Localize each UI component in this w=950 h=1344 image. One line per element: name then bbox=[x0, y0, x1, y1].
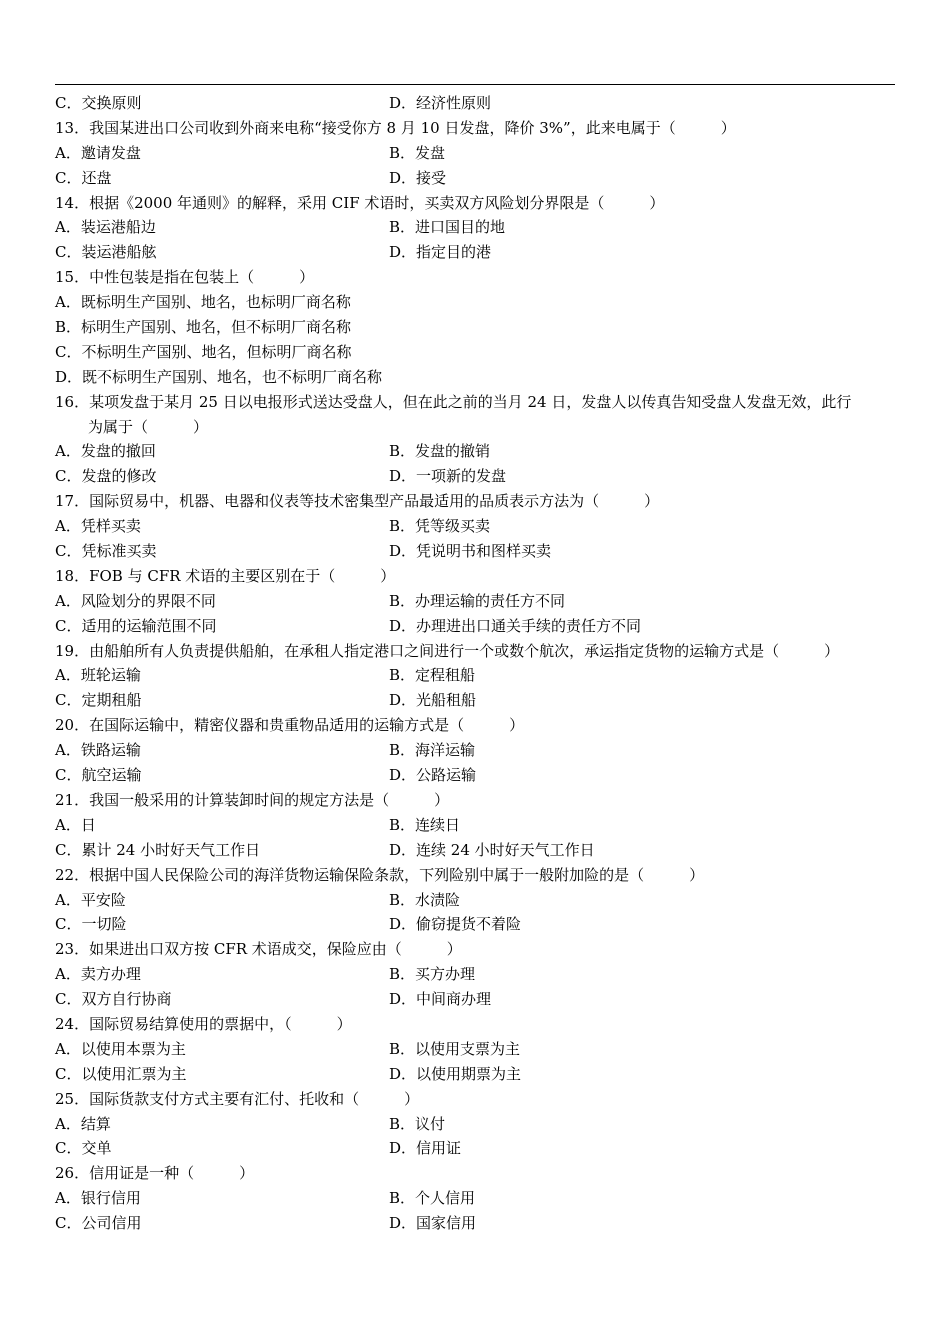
option: B．凭等级买卖 bbox=[389, 517, 491, 536]
question-stem-continued: 为属于（ ） bbox=[88, 417, 209, 436]
option: C．不标明生产国别、地名，但标明厂商名称 bbox=[55, 342, 352, 361]
option: A．日 bbox=[55, 815, 96, 834]
option-row bbox=[55, 514, 897, 539]
option-c: C．交换原则 bbox=[55, 94, 142, 112]
option: B．进口国目的地 bbox=[389, 218, 506, 237]
option: C．还盘 bbox=[55, 168, 112, 187]
option: D．一项新的发盘 bbox=[389, 467, 507, 486]
option: C．累计 24 小时好天气工作日 bbox=[55, 840, 261, 859]
option: B．发盘的撤销 bbox=[389, 442, 491, 461]
option-row bbox=[55, 240, 897, 265]
option: C．定期租船 bbox=[55, 691, 142, 710]
option: A．风险划分的界限不同 bbox=[55, 591, 216, 610]
option: A．铁路运输 bbox=[55, 741, 141, 760]
question-stem: 13．我国某进出口公司收到外商来电称“接受你方 8 月 10 日发盘，降价 3%”，此来电属于（ ） bbox=[55, 118, 736, 137]
option-row bbox=[55, 315, 897, 340]
option: A．卖方办理 bbox=[55, 965, 141, 984]
option: B．以使用支票为主 bbox=[389, 1039, 521, 1058]
question-stem: 16．某项发盘于某月 25 日以电报形式送达受盘人，但在此之前的当月 24 日，发盘人以传真告知受盘人发盘无效，此行 bbox=[55, 392, 852, 411]
option: D．凭说明书和图样买卖 bbox=[389, 542, 552, 561]
option: C．一切险 bbox=[55, 915, 127, 934]
question-stem: 19．由船舶所有人负责提供船舶，在承租人指定港口之间进行一个或数个航次，承运指定货物的运输方式是（ ） bbox=[55, 641, 840, 660]
option-row bbox=[55, 141, 897, 166]
option: B．办理运输的责任方不同 bbox=[389, 591, 566, 610]
option: B．水渍险 bbox=[389, 890, 461, 909]
option: B．个人信用 bbox=[389, 1189, 476, 1208]
option-row bbox=[55, 838, 897, 863]
option-row bbox=[55, 1037, 897, 1062]
option: A．结算 bbox=[55, 1114, 111, 1133]
option-row bbox=[55, 91, 897, 116]
question-stem: 25．国际货款支付方式主要有汇付、托收和（ ） bbox=[55, 1089, 420, 1108]
option: D．接受 bbox=[389, 168, 447, 187]
option-row bbox=[55, 738, 897, 763]
option: D．指定目的港 bbox=[389, 243, 492, 262]
option-row bbox=[55, 340, 897, 365]
question-stem: 24．国际贸易结算使用的票据中，（ ） bbox=[55, 1014, 352, 1033]
option: C．装运港船舷 bbox=[55, 243, 157, 262]
question-block bbox=[55, 788, 897, 863]
option-row bbox=[55, 215, 897, 240]
option: C．公司信用 bbox=[55, 1214, 142, 1233]
question-block bbox=[55, 1161, 897, 1236]
header-rule bbox=[55, 84, 895, 85]
option: D．偷窃提货不着险 bbox=[389, 915, 522, 934]
option: A．凭样买卖 bbox=[55, 517, 141, 536]
option: C．以使用汇票为主 bbox=[55, 1064, 187, 1083]
question-stem: 15．中性包装是指在包装上（ ） bbox=[55, 268, 315, 287]
option-row bbox=[55, 987, 897, 1012]
option: C．适用的运输范围不同 bbox=[55, 616, 217, 635]
option-row bbox=[55, 763, 897, 788]
option-row bbox=[55, 290, 897, 315]
question-block bbox=[55, 564, 897, 639]
option: A．班轮运输 bbox=[55, 666, 141, 685]
option-row bbox=[55, 962, 897, 987]
question-block bbox=[55, 390, 897, 490]
option: A．装运港船边 bbox=[55, 218, 156, 237]
option: D．公路运输 bbox=[389, 766, 477, 785]
option-row bbox=[55, 688, 897, 713]
question-block bbox=[55, 265, 897, 389]
option: A．以使用本票为主 bbox=[55, 1039, 186, 1058]
question-block bbox=[55, 1012, 897, 1087]
question-block bbox=[55, 116, 897, 191]
option: D．中间商办理 bbox=[389, 990, 492, 1009]
option: C．交单 bbox=[55, 1139, 112, 1158]
exam-page bbox=[55, 91, 897, 1236]
question-stem: 23．如果进出口双方按 CFR 术语成交，保险应由（ ） bbox=[55, 940, 462, 959]
question-block bbox=[55, 489, 897, 564]
option: B．买方办理 bbox=[389, 965, 476, 984]
option-row bbox=[55, 589, 897, 614]
option: B．定程租船 bbox=[389, 666, 476, 685]
option-row bbox=[55, 539, 897, 564]
option-row bbox=[55, 1136, 897, 1161]
option: D．办理进出口通关手续的责任方不同 bbox=[389, 616, 642, 635]
option: B．海洋运输 bbox=[389, 741, 476, 760]
option: C．发盘的修改 bbox=[55, 467, 157, 486]
option-row bbox=[55, 365, 897, 390]
option: C．凭标准买卖 bbox=[55, 542, 157, 561]
option: B．连续日 bbox=[389, 815, 461, 834]
option: D．以使用期票为主 bbox=[389, 1064, 522, 1083]
option-row bbox=[55, 439, 897, 464]
option-row bbox=[55, 1186, 897, 1211]
option-row bbox=[55, 1112, 897, 1137]
option: D．信用证 bbox=[389, 1139, 462, 1158]
option-row bbox=[55, 663, 897, 688]
question-stem: 22．根据中国人民保险公司的海洋货物运输保险条款，下列险别中属于一般附加险的是（ ） bbox=[55, 865, 705, 884]
option: C．航空运输 bbox=[55, 766, 142, 785]
question-stem: 20．在国际运输中，精密仪器和贵重物品适用的运输方式是（ ） bbox=[55, 716, 525, 735]
option: C．双方自行协商 bbox=[55, 990, 172, 1009]
option: D．国家信用 bbox=[389, 1214, 477, 1233]
option: B．标明生产国别、地名，但不标明厂商名称 bbox=[55, 318, 352, 337]
question-stem: 14．根据《2000 年通则》的解释，采用 CIF 术语时，买卖双方风险划分界限是（ ） bbox=[55, 193, 665, 212]
question-block bbox=[55, 937, 897, 1012]
option: A．邀请发盘 bbox=[55, 143, 141, 162]
question-block bbox=[55, 639, 897, 714]
question-stem: 17．国际贸易中，机器、电器和仪表等技术密集型产品最适用的品质表示方法为（ ） bbox=[55, 492, 660, 511]
question-stem: 18．FOB 与 CFR 术语的主要区别在于（ ） bbox=[55, 566, 396, 585]
option-row bbox=[55, 1062, 897, 1087]
option-row bbox=[55, 464, 897, 489]
option: D．连续 24 小时好天气工作日 bbox=[389, 840, 595, 859]
option: A．发盘的撤回 bbox=[55, 442, 156, 461]
option-row bbox=[55, 912, 897, 937]
option-row bbox=[55, 888, 897, 913]
question-stem: 21．我国一般采用的计算装卸时间的规定方法是（ ） bbox=[55, 790, 450, 809]
question-block bbox=[55, 713, 897, 788]
question-stem: 26．信用证是一种（ ） bbox=[55, 1164, 255, 1183]
option-row bbox=[55, 1211, 897, 1236]
option-row bbox=[55, 166, 897, 191]
question-block bbox=[55, 191, 897, 266]
question-block bbox=[55, 863, 897, 938]
option: A．银行信用 bbox=[55, 1189, 141, 1208]
question-list bbox=[55, 116, 897, 1236]
option-d: D．经济性原则 bbox=[389, 94, 492, 112]
option-row bbox=[55, 813, 897, 838]
option: B．发盘 bbox=[389, 143, 446, 162]
option-row bbox=[55, 614, 897, 639]
option: D．光船租船 bbox=[389, 691, 477, 710]
option: A．既标明生产国别、地名，也标明厂商名称 bbox=[55, 293, 351, 312]
option: B．议付 bbox=[389, 1114, 446, 1133]
option: A．平安险 bbox=[55, 890, 126, 909]
question-block bbox=[55, 1087, 897, 1162]
option: D．既不标明生产国别、地名，也不标明厂商名称 bbox=[55, 367, 383, 386]
